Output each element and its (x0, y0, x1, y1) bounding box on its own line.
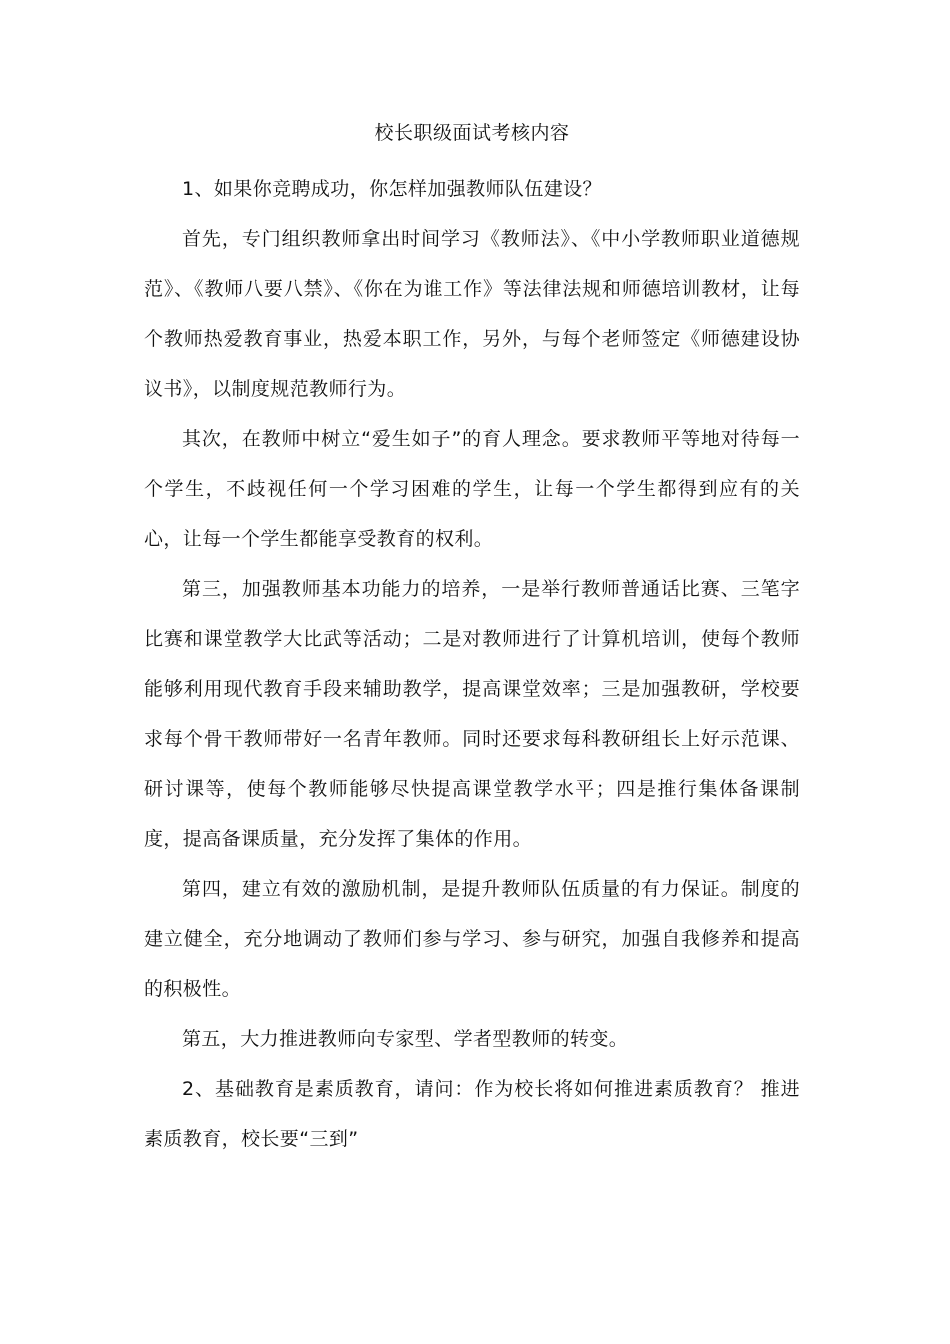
question-1: 1、如果你竞聘成功，你怎样加强教师队伍建设？ (182, 178, 602, 200)
question-2: 2、基础教育是素质教育，请问：作为校长将如何推进素质教育？ 推进素质教育，校长要“三到” (144, 1078, 800, 1150)
paragraph-third: 第三，加强教师基本功能力的培养，一是举行教师普通话比赛、三笔字比赛和课堂教学大比武等活动；二是对教师进行了计算机培训，使每个教师能够利用现代教育手段来辅助教学，提高课堂效率；三是加强教研，学校要求每个骨干教师带好一名青年教师。同时还要求每科教研组长上好示范课、研讨课等，使每个教师能够尽快提高课堂教学水平；四是推行集体备课制度，提高备课质量，充分发挥了集体的作用。 (144, 578, 800, 850)
document-body (144, 114, 800, 1164)
paragraph-fourth: 第四，建立有效的激励机制，是提升教师队伍质量的有力保证。制度的建立健全，充分地调动了教师们参与学习、参与研究，加强自我修养和提高的积极性。 (144, 878, 800, 1000)
document-title: 校长职级面试考核内容 (374, 122, 570, 144)
paragraph-first: 首先，专门组织教师拿出时间学习《教师法》、《中小学教师职业道德规范》、《教师八要八禁》、《你在为谁工作》等法律法规和师德培训教材，让每个教师热爱教育事业，热爱本职工作，另外，与每个老师签定《师德建设协议书》，以制度规范教师行为。 (144, 228, 800, 400)
paragraph-fifth: 第五，大力推进教师向专家型、学者型教师的转变。 (182, 1028, 629, 1050)
paragraph-second: 其次，在教师中树立“爱生如子”的育人理念。要求教师平等地对待每一个学生，不歧视任何一个学习困难的学生，让每一个学生都得到应有的关心，让每一个学生都能享受教育的权利。 (144, 428, 800, 550)
